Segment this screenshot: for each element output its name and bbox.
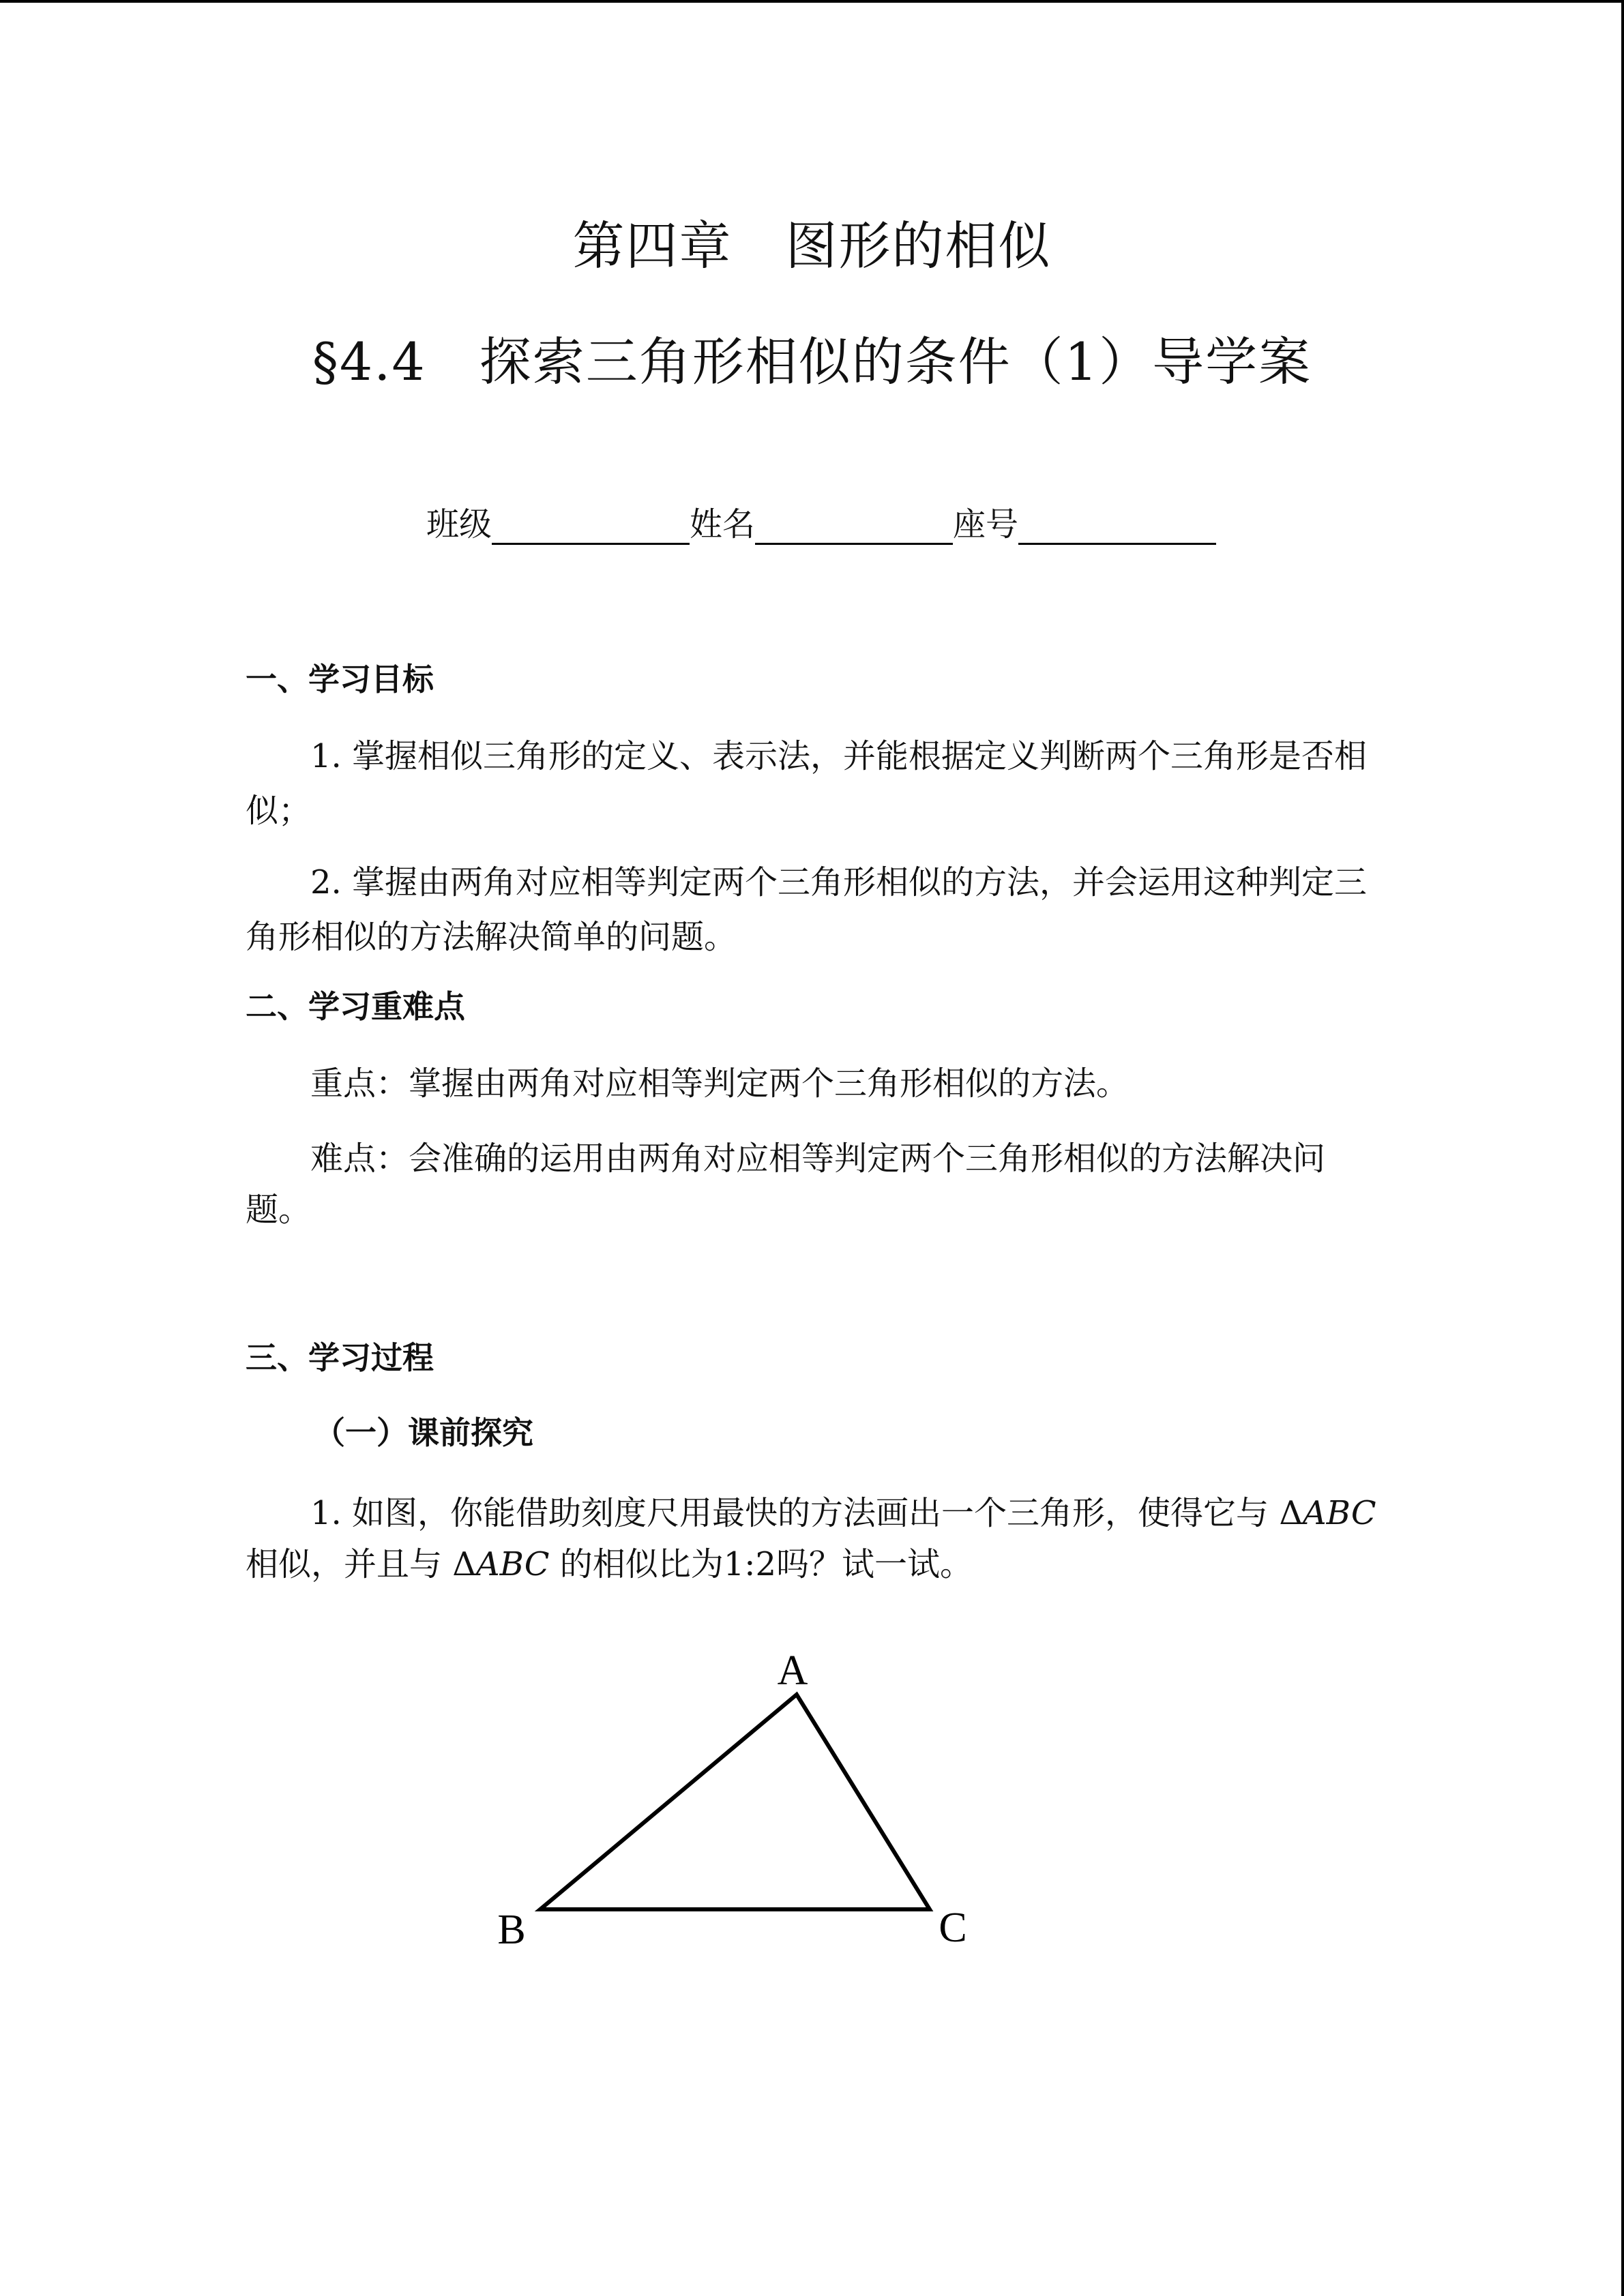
objective-1-line-2: 似； <box>246 792 312 830</box>
vertex-label-c: C <box>939 1905 967 1951</box>
section-heading-key-points: 二、学习重难点 <box>246 988 465 1025</box>
class-label: 班级 <box>426 505 492 543</box>
vertex-label-b: B <box>497 1907 526 1953</box>
question-1-text-c: 的相似比为1:2吗？试一试。 <box>549 1545 973 1583</box>
lesson-title: §4.4 探索三角形相似的条件（1）导学案 <box>312 331 1312 392</box>
difficulty-line-1: 难点：会准确的运用由两角对应相等判定两个三角形相似的方法解决问 <box>310 1139 1326 1178</box>
name-label: 姓名 <box>690 505 756 543</box>
seat-label: 座号 <box>953 505 1019 543</box>
subsection-heading-preclass: （一）课前探究 <box>314 1414 533 1451</box>
question-1-text-a: 1. 如图，你能借助刻度尺用最快的方法画出一个三角形，使得它与 Δ <box>310 1494 1303 1532</box>
question-1-text-b: 相似，并且与 Δ <box>246 1545 476 1583</box>
triangle-abc-ref: ABC <box>1302 1494 1376 1532</box>
objective-2-line-2: 角形相似的方法解决简单的问题。 <box>246 918 737 956</box>
section-heading-objectives: 一、学习目标 <box>246 661 434 698</box>
difficulty-line-2: 题。 <box>246 1191 312 1229</box>
section-heading-process: 三、学习过程 <box>246 1339 434 1376</box>
objective-2-line-1: 2. 掌握由两角对应相等判定两个三角形相似的方法，并会运用这种判定三 <box>310 863 1368 901</box>
key-point-text: 重点：掌握由两角对应相等判定两个三角形相似的方法。 <box>310 1064 1130 1103</box>
triangle-abc-ref-2: ABC <box>475 1545 550 1583</box>
chapter-title: 第四章 图形的相似 <box>572 215 1052 276</box>
objective-1-line-1: 1. 掌握相似三角形的定义、表示法，并能根据定义判断两个三角形是否相 <box>310 737 1368 775</box>
vertex-label-a: A <box>777 1648 808 1694</box>
triangle-abc <box>540 1695 930 1909</box>
